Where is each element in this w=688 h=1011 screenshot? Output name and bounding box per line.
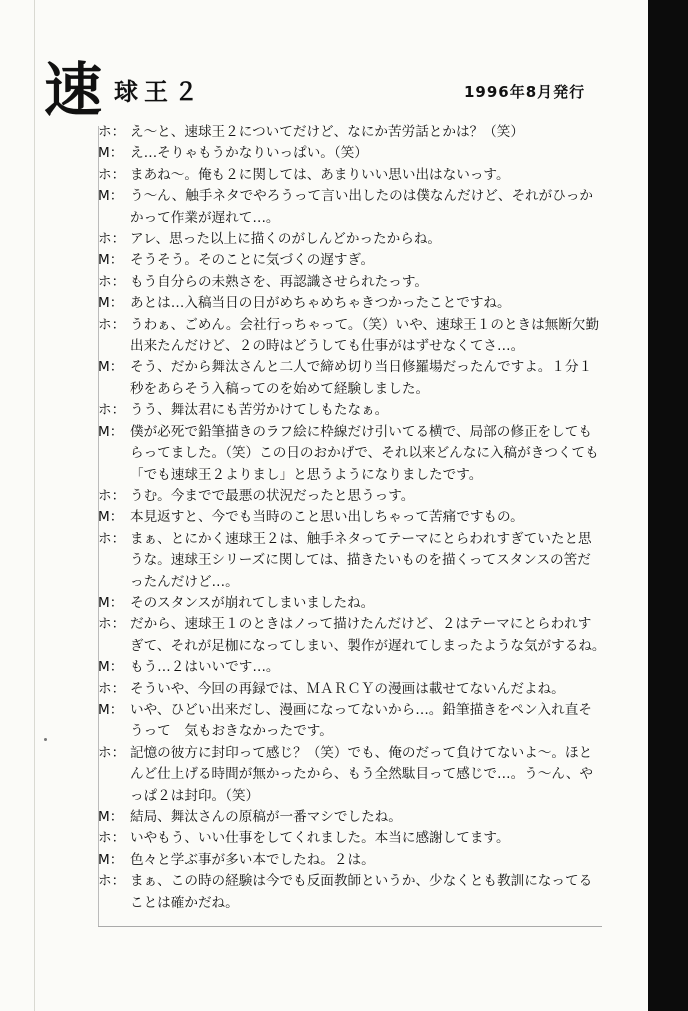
transcript-line	[98, 272, 623, 293]
speaker-label: ホ：	[98, 616, 126, 633]
transcript-line	[98, 229, 623, 250]
transcript-line	[98, 828, 623, 849]
transcript-line	[98, 422, 623, 443]
speaker-label: ホ：	[98, 316, 126, 333]
title-text: 球王２	[114, 78, 204, 106]
speaker-label: M：	[98, 809, 124, 825]
dialogue-text: うむ。今までで最悪の状況だったと思うっす。	[130, 487, 415, 504]
dialogue-text: 出来たんだけど、２の時はどうしても仕事がはずせなくてさ…。	[130, 338, 525, 355]
dialogue-text: あとは…入稿当日の日がめちゃめちゃきつかったことですね。	[130, 295, 511, 312]
speaker-label: M：	[98, 145, 124, 162]
transcript-line	[98, 529, 623, 550]
speaker-label: M：	[98, 295, 124, 312]
dialogue-text: そのスタンスが崩れてしまいましたね。	[130, 594, 375, 611]
speck	[44, 738, 47, 741]
speaker-label: M：	[98, 252, 124, 269]
speaker-label: ホ：	[98, 124, 126, 140]
dialogue-text: そういや、今回の再録では、ＭＡＲＣＹの漫画は載せてないんだよね。	[130, 680, 565, 697]
transcript-line	[98, 507, 623, 528]
transcript-line	[98, 208, 623, 229]
dialogue-text: かって作業が遅れて…。	[130, 209, 280, 226]
transcript-line	[98, 700, 623, 721]
transcript-line	[98, 786, 623, 807]
transcript-line	[98, 721, 623, 742]
transcript-line	[98, 315, 623, 336]
transcript-line	[98, 336, 623, 357]
dialogue-text: 僕が必死で鉛筆描きのラフ絵に枠線だけ引いてる横で、局部の修正をしても	[130, 423, 592, 440]
speaker-label: ホ：	[98, 231, 126, 248]
speaker-label: ホ：	[98, 744, 126, 761]
dialogue-text: うう、舞汰君にも苦労かけてしもたなぁ。	[130, 402, 389, 419]
page-header	[44, 58, 604, 122]
transcript-line	[98, 486, 623, 507]
dialogue-text: 「でも速球王２よりまし」と思うようになりましたです。	[130, 466, 483, 483]
dialogue-text: 秒をあらそう入稿ってのを始めて経験しました。	[130, 380, 430, 397]
page-edge	[34, 0, 35, 1011]
transcript-line	[98, 400, 623, 421]
speaker-label: M：	[98, 188, 124, 205]
dialogue-text: う〜ん、触手ネタでやろうって言い出したのは僕なんだけど、それがひっか	[130, 188, 594, 205]
transcript-line	[98, 250, 623, 271]
transcript-line	[98, 143, 623, 164]
transcript-line	[98, 807, 623, 828]
transcript-line	[98, 636, 623, 657]
dialogue-text: そうそう。そのことに気づくの遅すぎ。	[130, 252, 375, 269]
dialogue-text: んど仕上げる時間が無かったから、もう全然駄目って感じで…。う〜ん、や	[130, 766, 594, 783]
binding-edge	[648, 0, 688, 1011]
speaker-label: ホ：	[98, 530, 126, 547]
transcript-line	[98, 550, 623, 571]
dialogue-text: らってました。（笑）この日のおかげで、それ以来どんなに入稿がきつくても	[130, 445, 599, 462]
transcript-line	[98, 764, 623, 785]
dialogue-text: もう…２はいいです…。	[130, 659, 280, 676]
speaker-label: M：	[98, 423, 124, 440]
dialogue-text: アレ、思った以上に描くのがしんどかったからね。	[130, 231, 442, 248]
dialogue-text: だから、速球王１のときはノって描けたんだけど、２はテーマにとらわれす	[130, 616, 592, 633]
transcript-line	[98, 614, 623, 635]
speaker-label: ホ：	[98, 873, 126, 890]
interview-transcript	[98, 122, 623, 914]
speaker-label: ホ：	[98, 402, 126, 419]
dialogue-text: まあね〜。俺も２に関しては、あまりいい思い出はないっす。	[130, 166, 510, 183]
dialogue-text: っぱ２は封印。（笑）	[130, 787, 260, 804]
speaker-label: ホ：	[98, 830, 126, 847]
transcript-line	[98, 293, 623, 314]
dialogue-text: いや、ひどい出来だし、漫画になってないから…。鉛筆描きをペン入れ直そ	[130, 701, 592, 718]
dialogue-text: うな。速球王シリーズに関しては、描きたいものを描くってスタンスの筈だ	[130, 552, 591, 569]
dialogue-text: うわぁ、ごめん。会社行っちゃって。（笑）いや、速球王１のときは無断欠勤	[130, 316, 600, 333]
speaker-label: ホ：	[98, 166, 126, 183]
dialogue-text: 色々と学ぶ事が多い本でしたね。２は。	[130, 851, 375, 868]
speaker-label: ホ：	[98, 680, 126, 697]
bottom-rule	[98, 926, 602, 927]
transcript-line	[98, 572, 623, 593]
speaker-label: M：	[98, 701, 124, 718]
dialogue-text: ぎて、それが足枷になってしまい、製作が遅れてしまったような気がするね。	[130, 637, 606, 654]
dialogue-text: 記憶の彼方に封印って感じ？（笑）でも、俺のだって負けてないよ〜。ほと	[130, 744, 593, 761]
dialogue-text: ことは確かだね。	[130, 894, 239, 911]
transcript-line	[98, 122, 623, 143]
dialogue-text: もう自分らの未熟さを、再認識させられたっす。	[130, 273, 428, 290]
transcript-line	[98, 593, 623, 614]
dialogue-text: 本見返すと、今でも当時のこと思い出しちゃって苦痛ですもの。	[130, 509, 524, 526]
transcript-line	[98, 743, 623, 764]
dialogue-text: うって 気もおきなかったです。	[130, 723, 333, 740]
title-large-kanji: 速	[44, 56, 103, 124]
publication-date: 1996年8月発行	[464, 83, 586, 101]
dialogue-text: いやもう、いい仕事をしてくれました。本当に感謝してます。	[130, 830, 510, 847]
transcript-line	[98, 657, 623, 678]
transcript-line	[98, 850, 623, 871]
speaker-label: M：	[98, 659, 124, 676]
dialogue-text: まぁ、とにかく速球王２は、触手ネタってテーマにとらわれすぎていたと思	[130, 530, 592, 547]
speaker-label: M：	[98, 851, 124, 868]
dialogue-text: え〜と、速球王２についてだけど、なにか苦労話とかは？（笑）	[130, 124, 524, 140]
dialogue-text: ったんだけど…。	[130, 573, 239, 590]
transcript-line	[98, 465, 623, 486]
transcript-line	[98, 679, 623, 700]
transcript-line	[98, 379, 623, 400]
speaker-label: M：	[98, 594, 124, 611]
transcript-line	[98, 893, 623, 914]
speaker-label: ホ：	[98, 487, 126, 504]
dialogue-text: まぁ、この時の経験は今でも反面教師というか、少なくとも教訓になってる	[130, 873, 593, 890]
transcript-line	[98, 443, 623, 464]
transcript-line	[98, 186, 623, 207]
speaker-label: ホ：	[98, 273, 126, 290]
transcript-line	[98, 357, 623, 378]
dialogue-text: え…そりゃもうかなりいっぱい。（笑）	[130, 145, 368, 162]
transcript-line	[98, 871, 623, 892]
speaker-label: M：	[98, 359, 124, 376]
transcript-line	[98, 165, 623, 186]
dialogue-text: 結局、舞汰さんの原稿が一番マシでしたね。	[130, 809, 402, 825]
dialogue-text: そう、だから舞汰さんと二人で締め切り当日修羅場だったんですよ。１分１	[130, 359, 593, 376]
speaker-label: M：	[98, 509, 124, 526]
